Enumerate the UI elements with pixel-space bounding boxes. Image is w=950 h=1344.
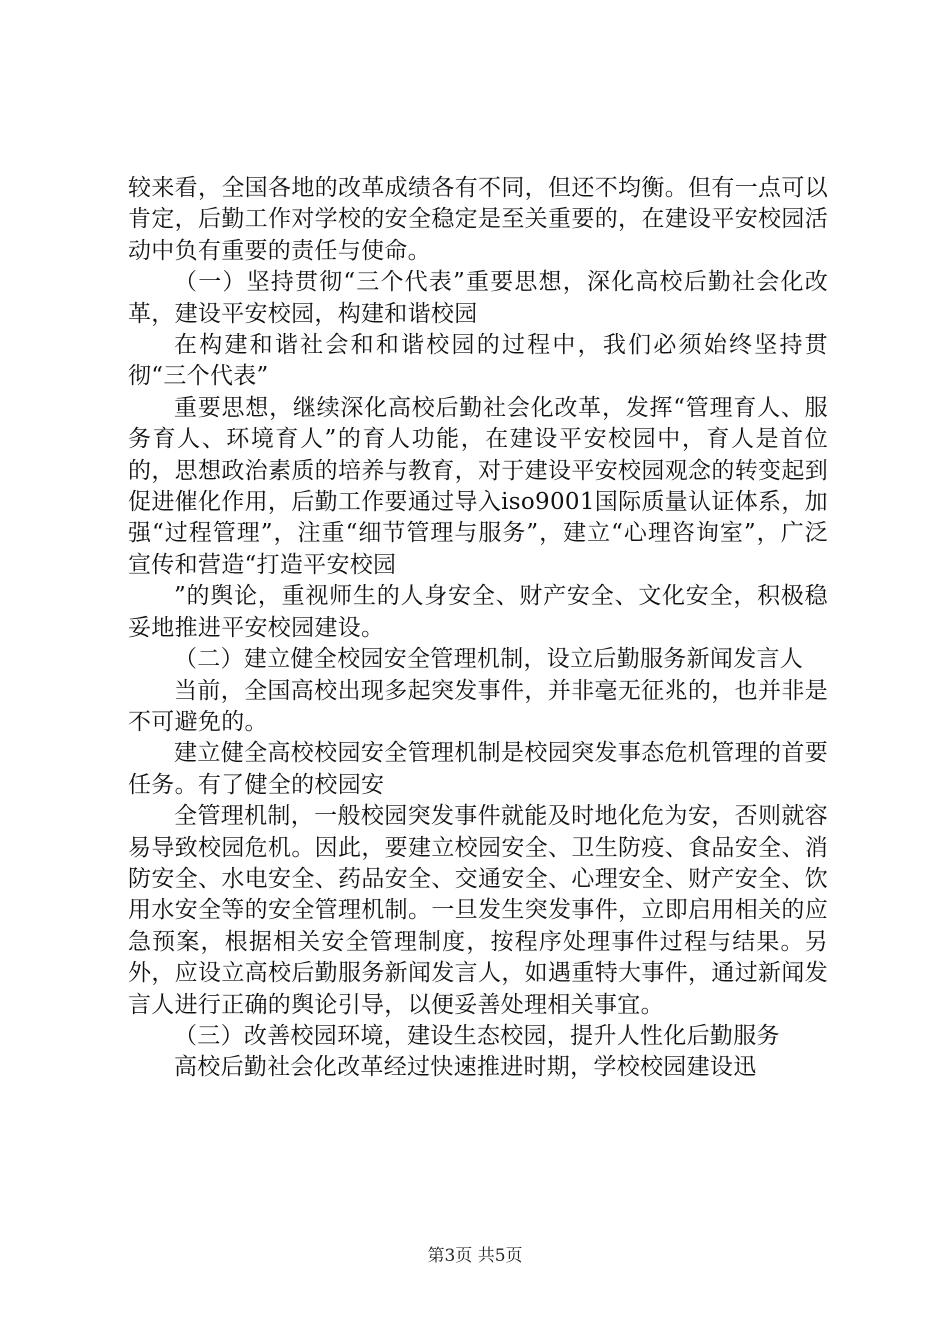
section-heading-3: （三）改善校园环境，建设生态校园，提升人性化后勤服务 [174,1022,780,1049]
section-heading-2: （二）建立健全校园安全管理机制，设立后勤服务新闻发言人 [174,646,804,673]
section-heading-1: （一）坚持贯彻“三个代表”重要思想，深化高校后勤社会化改革，建设平安校园，构建和谐校园 [128,269,828,327]
document-body [128,173,828,1084]
paragraph: ”的舆论，重视师生的人身安全、财产安全、文化安全，积极稳妥地推进平安校园建设。 [128,583,828,641]
paragraph: 重要思想，继续深化高校后勤社会化改革，发挥“管理育人、服务育人、环境育人”的育人功能，在建设平安校园中，育人是首位的，思想政治素质的培养与教育，对于建设平安校园观念的转变起到促进催化作用，后勤工作要通过导入iso9001国际质量认证体系，加强“过程管理”，注重“细节管理与服务”，建立“心理咨询室”，广泛宣传和营造“打造平安校园 [128,394,828,578]
paragraph: 建立健全高校校园安全管理机制是校园突发事态危机管理的首要任务。有了健全的校园安 [128,740,828,798]
paragraph: 全管理机制，一般校园突发事件就能及时地化危为安，否则就容易导致校园危机。因此，要建立校园安全、卫生防疫、食品安全、消防安全、水电安全、药品安全、交通安全、心理安全、财产安全、饮用水安全等的安全管理机制。一旦发生突发事件，立即启用相关的应急预案，根据相关安全管理制度，按程序处理事件过程与结果。另外，应设立高校后勤服务新闻发言人，如遇重特大事件，通过新闻发言人进行正确的舆论引导，以便妥善处理相关事宜。 [128,803,828,1018]
paragraph: 当前，全国高校出现多起突发事件，并非毫无征兆的，也并非是不可避免的。 [128,677,828,735]
paragraph: 在构建和谐社会和和谐校园的过程中，我们必须始终坚持贯彻“三个代表” [128,332,828,390]
paragraph: 高校后勤社会化改革经过快速推进时期，学校校园建设迅 [174,1054,757,1081]
page-number-footer: 第3页 共5页 [427,1246,523,1266]
paragraph: 较来看，全国各地的改革成绩各有不同，但还不均衡。但有一点可以肯定，后勤工作对学校的安全稳定是至关重要的，在建设平安校园活动中负有重要的责任与使命。 [128,175,828,264]
